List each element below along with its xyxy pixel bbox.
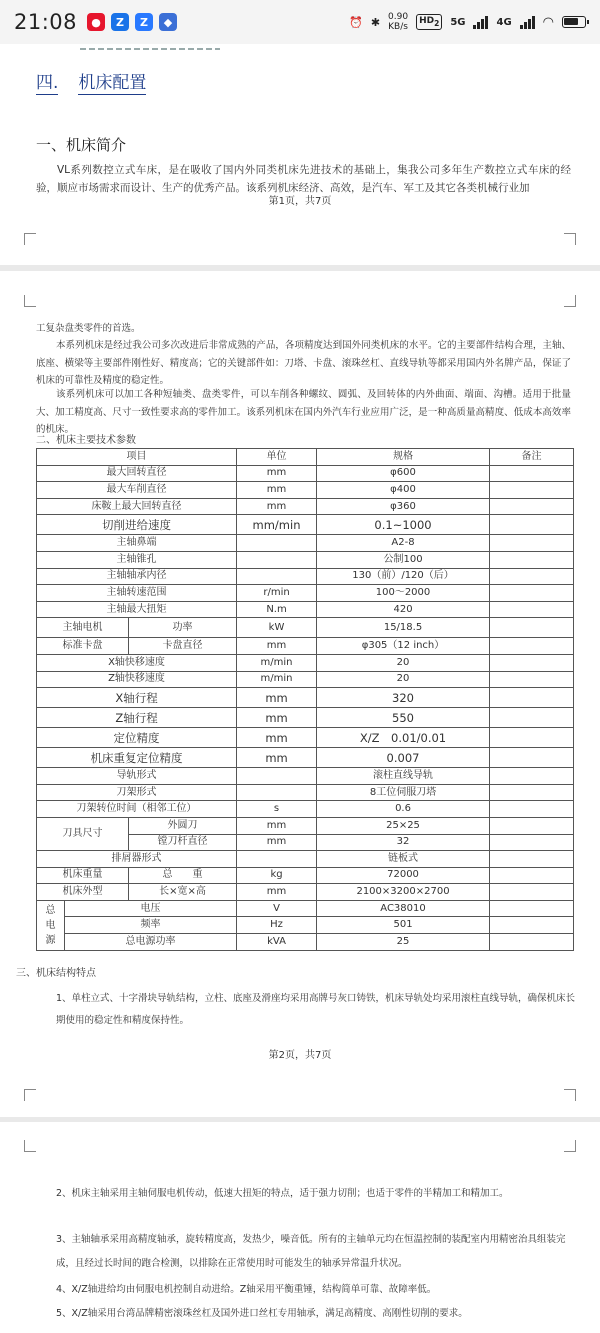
header-remark: 备注 [490,449,574,466]
cell-remark [490,601,574,618]
cell-item: 床鞍上最大回转直径 [37,498,237,515]
cell-remark [490,568,574,585]
cell-spec: φ360 [317,498,490,515]
status-time: 21:08 [14,10,78,34]
page-corner-mark [24,295,36,307]
document-page-1 [0,44,600,265]
cell-spec: 20 [317,654,490,671]
cell-remark [490,768,574,785]
cell-spec: 2100×3200×2700 [317,884,490,901]
cell-item: Z轴快移速度 [37,671,237,688]
cell-item: 主轴轴承内径 [37,568,237,585]
page-corner-mark [564,1140,576,1152]
cell-spec: 100～2000 [317,585,490,602]
cell-item: X轴行程 [37,688,237,708]
cell-unit: mm [237,884,317,901]
page-number-1: 第1页，共7页 [268,196,332,207]
status-indicators [349,12,586,32]
cell-unit [237,568,317,585]
cell-remark [490,654,574,671]
cell-item: 定位精度 [37,728,237,748]
table-row [37,482,574,499]
cell-remark [490,618,574,638]
cell-spec: φ600 [317,465,490,482]
cell-spec: 25×25 [317,817,490,834]
cell-remark [490,817,574,834]
table-row [37,465,574,482]
cell-unit: s [237,801,317,818]
cell-unit: kg [237,867,317,884]
cell-unit: mm [237,498,317,515]
table-row [37,585,574,602]
intro-paragraph: VL系列数控立式车床，是在吸收了国内外同类机床先进技术的基础上，集我公司多年生产数控立式车床的经验，顺应市场需求而设计、生产的优秀产品。该系列机床经济、高效，是汽车、军工及其它各类机械行业加 [36,164,571,194]
cell-unit: Hz [237,917,317,934]
cell-item: 电压 [65,900,237,917]
cell-item: X轴快移速度 [37,654,237,671]
signal-5g-icon [473,15,488,29]
cell-remark [490,748,574,768]
page-corner-mark [24,1140,36,1152]
hd-label: HD [419,15,435,26]
cell-remark [490,688,574,708]
cell-spec: X/Z 0.01/0.01 [317,728,490,748]
cell-spec: φ305（12 inch） [317,638,490,655]
cell-remark [490,834,574,851]
cell-remark [490,801,574,818]
cell-spec: 420 [317,601,490,618]
cell-item: 排屑器形式 [37,851,237,868]
cell-unit: mm [237,465,317,482]
section-title-structure: 三、机床结构特点 [16,968,96,979]
paragraph-continuation: 工复杂盘类零件的首选。 [36,323,141,334]
cell-remark [490,482,574,499]
cell-item: 主轴转速范围 [37,585,237,602]
cell-spec: φ400 [317,482,490,499]
top-decorative-rule [80,48,220,50]
cell-remark [490,851,574,868]
status-app-icons [87,13,177,31]
weibo-icon: ● [87,13,105,31]
cell-group: 机床重量 [37,867,129,884]
cell-unit: mm [237,482,317,499]
cell-remark [490,671,574,688]
cell-unit: mm [237,638,317,655]
cell-group-power [37,900,65,950]
cell-item: 导轨形式 [37,768,237,785]
cell-unit: mm [237,728,317,748]
cell-item: Z轴行程 [37,708,237,728]
cell-unit: m/min [237,654,317,671]
cell-spec: 0.007 [317,748,490,768]
table-row [37,535,574,552]
power-char: 总 [45,904,56,916]
cell-unit [237,851,317,868]
cell-item: 机床重复定位精度 [37,748,237,768]
cell-spec: 公制100 [317,551,490,568]
cell-remark [490,917,574,934]
alarm-icon: ⏰ [349,15,363,29]
table-row [37,638,574,655]
header-unit: 单位 [237,449,317,466]
cell-item: 总 重 [129,867,237,884]
cell-remark [490,784,574,801]
cell-remark [490,867,574,884]
table-row [37,498,574,515]
z-app-icon: Z [111,13,129,31]
table-row [37,618,574,638]
cell-item: 最大车削直径 [37,482,237,499]
cell-spec: 72000 [317,867,490,884]
hd-icon [416,14,442,31]
power-char: 电 [45,919,56,931]
page-corner-mark [564,1089,576,1101]
cell-spec: 501 [317,917,490,934]
cell-remark [490,515,574,535]
cell-unit: N.m [237,601,317,618]
power-char: 源 [45,934,56,946]
paragraph-applications: 该系列机床可以加工各种短轴类、盘类零件，可以车削各种螺纹、圆弧、及回转体的内外曲面、端面、沟槽。适用于批量大、加工精度高、尺寸一致性要求高的零件加工。该系列机床在国内外汽车行业应用广泛，是一种高质量高精度、低成本高效率的机床。 [36,389,571,435]
cell-spec: 320 [317,688,490,708]
cell-remark [490,728,574,748]
cell-item: 刀架形式 [37,784,237,801]
cell-unit [237,784,317,801]
cell-spec: A2-8 [317,535,490,552]
cell-item: 总电源功率 [65,934,237,951]
game-app-icon: ◆ [159,13,177,31]
feature-item-5: 5、X/Z轴采用台湾品牌精密滚珠丝杠及国外进口丝杠专用轴承，满足高精度、高刚性切削的要求。 [56,1308,468,1319]
cell-remark [490,585,574,602]
table-row [37,515,574,535]
cell-unit [237,551,317,568]
cell-unit: mm [237,817,317,834]
cell-item: 主轴最大扭矩 [37,601,237,618]
table-row [37,708,574,728]
table-title: 二、机床主要技术参数 [36,435,136,446]
header-item: 项目 [37,449,237,466]
cell-unit [237,768,317,785]
table-row [37,900,574,917]
cell-item: 外圆刀 [129,817,237,834]
page-corner-mark [24,233,36,245]
table-row [37,748,574,768]
cell-unit: kVA [237,934,317,951]
table-row [37,784,574,801]
table-row [37,601,574,618]
cell-spec: 链板式 [317,851,490,868]
table-row [37,671,574,688]
net-4g-label: 4G [496,16,512,28]
cell-group: 主轴电机 [37,618,129,638]
cell-item: 镗刀杆直径 [129,834,237,851]
cell-spec: 20 [317,671,490,688]
cell-spec: AC38010 [317,900,490,917]
cell-item: 主轴鼻端 [37,535,237,552]
table-row [37,934,574,951]
cell-spec: 25 [317,934,490,951]
cell-unit: mm [237,748,317,768]
chapter-heading-title: 机床配置 [78,68,146,95]
cell-unit: mm [237,688,317,708]
table-row [37,551,574,568]
cell-unit [237,535,317,552]
cell-remark [490,708,574,728]
wifi-icon: ◠ [542,14,554,30]
cell-spec: 8工位伺服刀塔 [317,784,490,801]
cell-remark [490,900,574,917]
chapter-heading [36,68,146,95]
cell-item: 卡盘直径 [129,638,237,655]
cell-group: 标准卡盘 [37,638,129,655]
cell-group: 刀具尺寸 [37,817,129,850]
cell-remark [490,551,574,568]
feature-item-1: 1、单柱立式、十字滑块导轨结构，立柱、底座及滑座均采用高牌号灰口铸铁，机床导轨处均采用滚柱直线导轨，确保机床长期使用的稳定性和精度保持性。 [56,993,576,1026]
feature-item-2: 2、机床主轴采用主轴伺服电机传动，低速大扭矩的特点，适于强力切削；也适于零件的半精加工和精加工。 [56,1188,509,1199]
cell-remark [490,638,574,655]
network-speed-unit: KB/s [388,22,408,32]
table-row [37,884,574,901]
cell-item: 长×宽×高 [129,884,237,901]
table-row [37,568,574,585]
table-row [37,917,574,934]
network-speed-value: 0.90 [388,12,409,22]
cell-item: 功率 [129,618,237,638]
cell-spec: 滚柱直线导轨 [317,768,490,785]
table-row [37,801,574,818]
table-row [37,654,574,671]
net-5g-label: 5G [450,16,466,28]
cell-group: 机床外型 [37,884,129,901]
cell-item: 主轴锥孔 [37,551,237,568]
cell-item: 切削进给速度 [37,515,237,535]
cell-unit: m/min [237,671,317,688]
header-spec: 规格 [317,449,490,466]
cell-spec: 32 [317,834,490,851]
page-number-2: 第2页，共7页 [268,1050,332,1061]
cell-unit: mm [237,708,317,728]
battery-icon [562,16,586,28]
cell-spec: 15/18.5 [317,618,490,638]
table-row [37,768,574,785]
signal-4g-icon [520,15,535,29]
cell-unit: V [237,900,317,917]
table-row [37,817,574,834]
chapter-heading-number: 四. [36,68,58,95]
z-app-icon-2: Z [135,13,153,31]
page-corner-mark [564,233,576,245]
cell-remark [490,884,574,901]
cell-spec: 0.6 [317,801,490,818]
table-row [37,867,574,884]
cell-unit: r/min [237,585,317,602]
cell-unit: mm/min [237,515,317,535]
document-page-2 [0,271,600,1117]
cell-unit: kW [237,618,317,638]
cell-remark [490,465,574,482]
page-corner-mark [24,1089,36,1101]
cell-item: 频率 [65,917,237,934]
cell-spec: 550 [317,708,490,728]
section-title-intro: 一、机床简介 [36,136,127,154]
paragraph-product-maturity: 本系列机床是经过我公司多次改进后非常成熟的产品，各项精度达到国外同类机床的水平。它的主要部件结构合理，主轴、底座、横梁等主要部件刚性好、精度高；它的关键部件如：刀塔、卡盘、滚珠丝杠、直线导轨等都采用国内外名牌产品，保证了机床的可靠性及精度的稳定性。 [36,340,571,386]
cell-remark [490,934,574,951]
page-corner-mark [564,295,576,307]
feature-item-4: 4、X/Z轴进给均由伺服电机控制自动进给。Z轴采用平衡重锤，结构简单可靠、故障率低。 [56,1284,437,1295]
table-header-row [37,449,574,466]
document-page-3 [0,1122,600,1333]
cell-remark [490,535,574,552]
table-row [37,728,574,748]
status-bar [0,0,600,44]
cell-item: 刀架转位时间（相邻工位） [37,801,237,818]
cell-remark [490,498,574,515]
table-row [37,688,574,708]
spec-table [36,448,574,951]
cell-item: 最大回转直径 [37,465,237,482]
cell-unit: mm [237,834,317,851]
network-speed [388,12,408,32]
hd-sub: 2 [434,18,440,28]
feature-item-3: 3、主轴轴承采用高精度轴承，旋转精度高，发热少，噪音低。所有的主轴单元均在恒温控制的装配室内用精密治具组装完成，且经过长时间的跑合检测，以排除在正常使用时可能发生的轴承异常温升状况。 [56,1234,566,1269]
cell-spec: 0.1~1000 [317,515,490,535]
table-row [37,851,574,868]
cell-spec: 130（前）/120（后） [317,568,490,585]
bluetooth-icon: ✱ [370,15,381,29]
